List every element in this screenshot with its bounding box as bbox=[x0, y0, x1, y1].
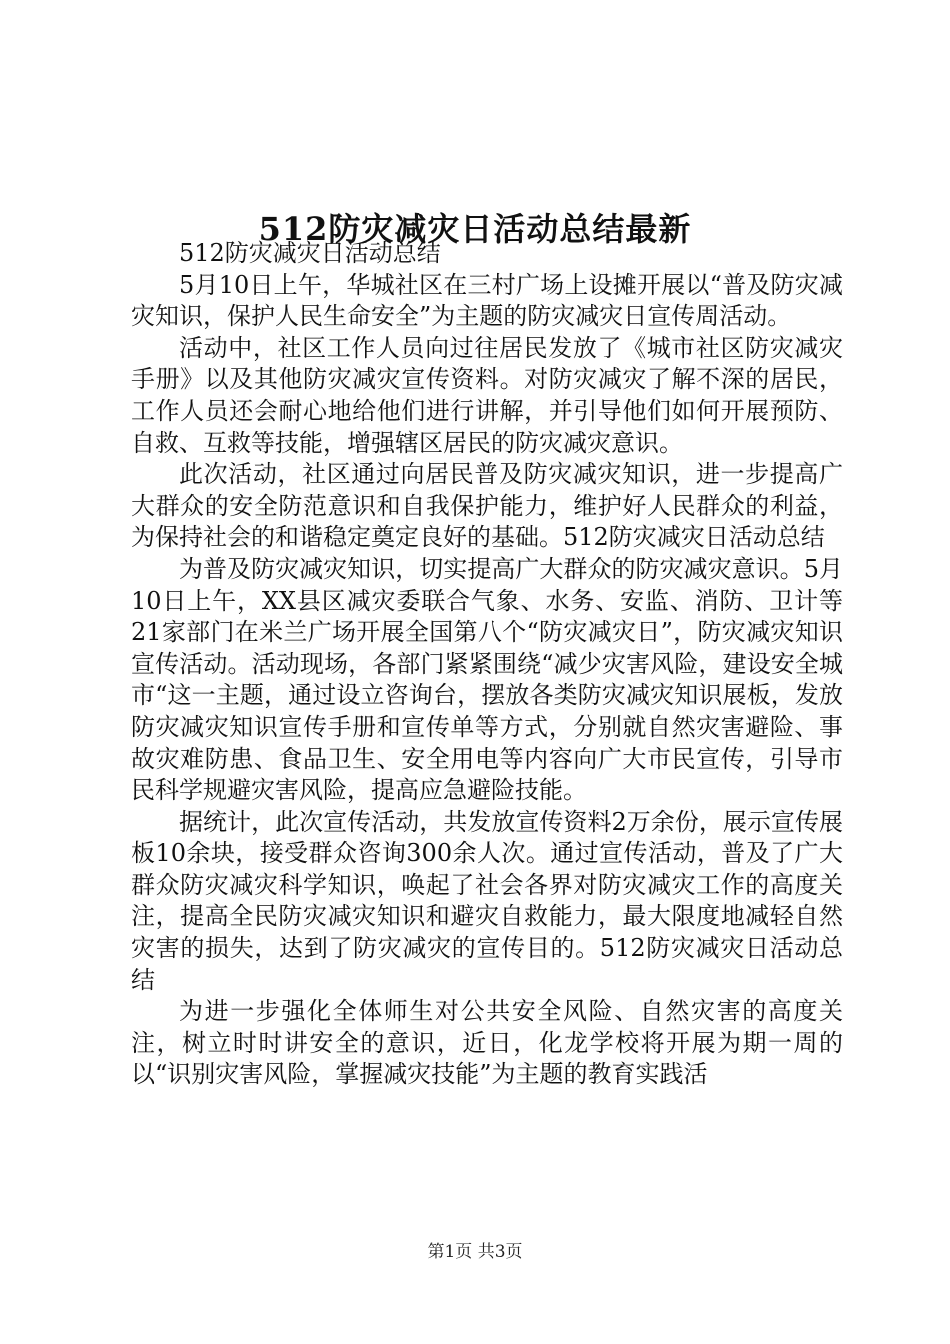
body-paragraph: 此次活动，社区通过向居民普及防灾减灾知识，进一步提高广大群众的安全防范意识和自我保护能力，维护好人民群众的利益，为保持社会的和谐稳定奠定良好的基础。512防灾减灾日活动总结 bbox=[131, 460, 843, 552]
section-heading: 512防灾减灾日活动总结 bbox=[179, 239, 441, 267]
body-paragraph: 据统计，此次宣传活动，共发放宣传资料2万余份，展示宣传展板10余块，接受群众咨询300余人次。通过宣传活动，普及了广大群众防灾减灾科学知识，唤起了社会各界对防灾减灾工作的高度关注，提高全民防灾减灾知识和避灾自救能力，最大限度地减轻自然灾害的损失，达到了防灾减灾的宣传目的。512防灾减灾日活动总结 bbox=[131, 807, 843, 994]
document-title: 512防灾减灾日活动总结最新 bbox=[258, 210, 692, 249]
body-paragraph: 为普及防灾减灾知识，切实提高广大群众的防灾减灾意识。5月10日上午，XX县区减灾委联合气象、水务、安监、消防、卫计等21家部门在米兰广场开展全国第八个“防灾减灾日”，防灾减灾知识宣传活动。活动现场，各部门紧紧围绕“减少灾害风险，建设安全城市“这一主题，通过设立咨询台，摆放各类防灾减灾知识展板，发放防灾减灾知识宣传手册和宣传单等方式，分别就自然灾害避险、事故灾难防患、食品卫生、安全用电等内容向广大市民宣传，引导市民科学规避灾害风险，提高应急避险技能。 bbox=[131, 554, 843, 805]
body-paragraph: 为进一步强化全体师生对公共安全风险、自然灾害的高度关注，树立时时讲安全的意识，近日，化龙学校将开展为期一周的以“识别灾害风险，掌握减灾技能”为主题的教育实践活 bbox=[131, 997, 843, 1089]
body-paragraph: 5月10日上午，华城社区在三村广场上设摊开展以“普及防灾减灾知识，保护人民生命安全”为主题的防灾减灾日宣传周活动。 bbox=[131, 270, 843, 331]
body-paragraph: 活动中，社区工作人员向过往居民发放了《城市社区防灾减灾手册》以及其他防灾减灾宣传资料。对防灾减灾了解不深的居民，工作人员还会耐心地给他们进行讲解，并引导他们如何开展预防、自救、互救等技能，增强辖区居民的防灾减灾意识。 bbox=[131, 333, 843, 457]
page-number-footer: 第1页 共3页 bbox=[427, 1242, 523, 1262]
document-body bbox=[131, 238, 843, 1091]
